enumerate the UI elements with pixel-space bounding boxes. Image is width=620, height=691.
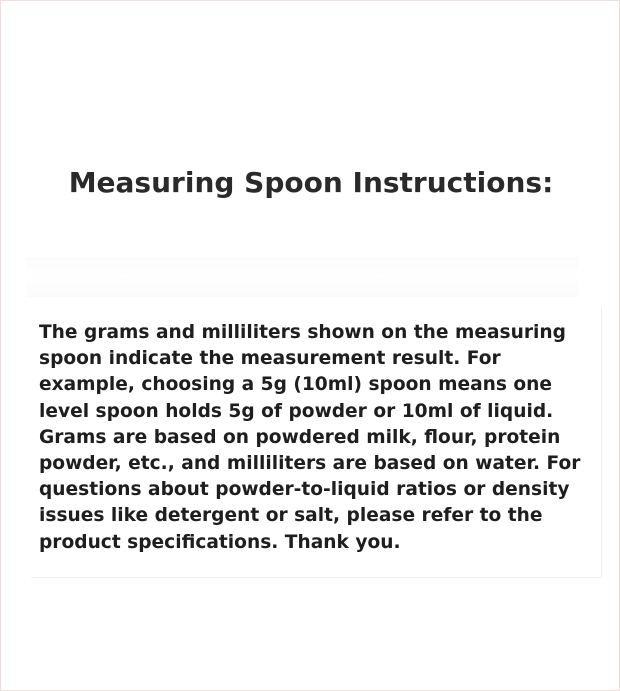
decorative-band <box>27 257 579 297</box>
instruction-paragraph: The grams and milliliters shown on the measuring spoon indicate the measurement result. For example, choosing a 5g (10ml) spoon means one level spoon holds 5g of powder or 10ml of liquid. Grams are based on powdered milk, flour, protein powder, etc., and milliliters are based on water. For questions about powder-to-liquid ratios or density issues like detergent or salt, please refer to the product specifications. Thank you. <box>39 322 581 553</box>
page-title: Measuring Spoon Instructions: <box>68 166 554 199</box>
